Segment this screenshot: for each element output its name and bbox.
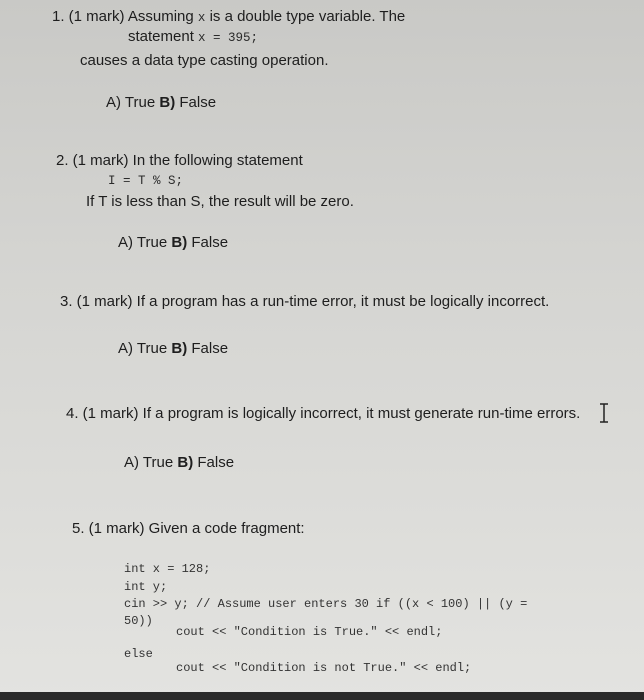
- q5-line1: 5. (1 mark) Given a code fragment:: [72, 520, 305, 537]
- code-line: cout << "Condition is True." << endl;: [176, 625, 443, 639]
- q2-code: I = T % S;: [108, 174, 184, 188]
- q1-answers: A) True B) False: [106, 94, 217, 111]
- q1-line1: 1. (1 mark) Assuming x is a double type variable. The: [52, 8, 406, 25]
- q1-line3: causes a data type casting operation.: [80, 52, 329, 69]
- bottom-edge: [0, 692, 644, 700]
- q4-line1: 4. (1 mark) If a program is logically incorrect, it must generate run-time errors.: [66, 405, 581, 422]
- q3-line1: 3. (1 mark) If a program has a run-time error, it must be logically incorrect.: [60, 293, 550, 310]
- code-line: 50)): [124, 614, 153, 628]
- code-line: else: [124, 647, 153, 661]
- text-cursor-icon: [598, 403, 610, 423]
- q1-var: x: [197, 11, 206, 25]
- code-line: int y;: [124, 580, 168, 594]
- code-line: int x = 128;: [124, 562, 211, 576]
- q2-answers: A) True B) False: [118, 234, 229, 251]
- q2-line3: If T is less than S, the result will be zero.: [86, 193, 354, 210]
- code-line: cin >> y; // Assume user enters 30 if ((x < 100) || (y =: [124, 597, 528, 611]
- q1-statement-code: x = 395;: [198, 31, 259, 45]
- q3-answers: A) True B) False: [118, 340, 229, 357]
- q4-answers: A) True B) False: [124, 454, 235, 471]
- code-line: cout << "Condition is not True." << endl;: [176, 661, 472, 675]
- q2-line1: 2. (1 mark) In the following statement: [56, 152, 303, 169]
- q1-statement-line: statement x = 395;: [128, 28, 259, 45]
